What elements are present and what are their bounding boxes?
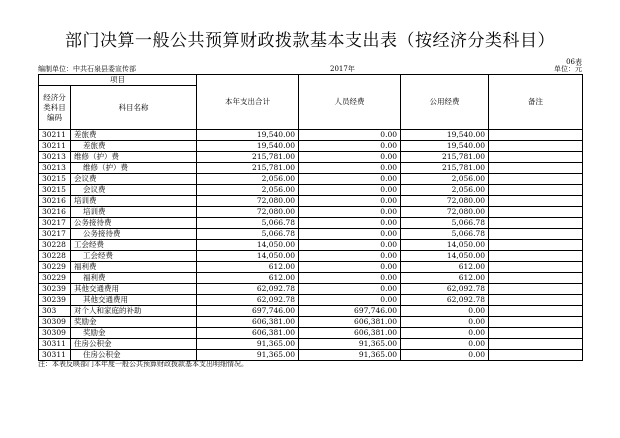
cell-personnel: 0.00 (299, 229, 401, 240)
cell-personnel: 0.00 (299, 262, 401, 273)
header-personnel: 人员经费 (299, 75, 401, 130)
cell-name: 其他交通费用 (71, 284, 197, 295)
cell-public: 62,092.78 (401, 295, 489, 306)
cell-total: 612.00 (197, 273, 299, 284)
cell-remark (489, 251, 583, 262)
cell-code: 30217 (39, 229, 71, 240)
header-row-top (39, 75, 583, 86)
cell-code: 30309 (39, 328, 71, 339)
table-row (39, 229, 583, 240)
cell-code: 30239 (39, 295, 71, 306)
cell-total: 19,540.00 (197, 141, 299, 152)
cell-remark (489, 207, 583, 218)
table-row (39, 152, 583, 163)
cell-name: 福利费 (71, 273, 197, 284)
table-row (39, 251, 583, 262)
cell-total: 215,781.00 (197, 163, 299, 174)
cell-name: 工会经费 (71, 240, 197, 251)
cell-remark (489, 152, 583, 163)
cell-remark (489, 240, 583, 251)
cell-name: 工会经费 (71, 251, 197, 262)
header-code: 经济分类科目编码 (39, 86, 71, 130)
cell-personnel: 91,365.00 (299, 350, 401, 361)
header-public: 公用经费 (401, 75, 489, 130)
cell-total: 14,050.00 (197, 240, 299, 251)
cell-code: 30311 (39, 350, 71, 361)
cell-public: 5,066.78 (401, 218, 489, 229)
cell-name: 培训费 (71, 196, 197, 207)
cell-total: 2,056.00 (197, 174, 299, 185)
cell-personnel: 697,746.00 (299, 306, 401, 317)
report-meta (38, 64, 582, 74)
cell-total: 215,781.00 (197, 152, 299, 163)
table-row (39, 273, 583, 284)
cell-personnel: 0.00 (299, 196, 401, 207)
cell-remark (489, 295, 583, 306)
table-row (39, 130, 583, 141)
cell-code: 30228 (39, 240, 71, 251)
cell-code: 30228 (39, 251, 71, 262)
cell-personnel: 0.00 (299, 174, 401, 185)
cell-personnel: 606,381.00 (299, 328, 401, 339)
cell-personnel: 0.00 (299, 251, 401, 262)
cell-public: 0.00 (401, 350, 489, 361)
cell-code: 30239 (39, 284, 71, 295)
cell-public: 612.00 (401, 273, 489, 284)
cell-public: 14,050.00 (401, 251, 489, 262)
cell-personnel: 606,381.00 (299, 317, 401, 328)
cell-total: 606,381.00 (197, 317, 299, 328)
table-row (39, 295, 583, 306)
cell-code: 30216 (39, 207, 71, 218)
cell-name: 住房公积金 (71, 339, 197, 350)
cell-name: 维修（护）费 (71, 163, 197, 174)
cell-public: 19,540.00 (401, 141, 489, 152)
table-row (39, 284, 583, 295)
cell-personnel: 0.00 (299, 185, 401, 196)
cell-personnel: 0.00 (299, 295, 401, 306)
cell-name: 奖励金 (71, 317, 197, 328)
cell-name: 对个人和家庭的补助 (71, 306, 197, 317)
cell-personnel: 0.00 (299, 240, 401, 251)
cell-personnel: 0.00 (299, 130, 401, 141)
unit-label: 单位：元 (554, 65, 582, 73)
cell-name: 公务接待费 (71, 218, 197, 229)
cell-total: 5,066.78 (197, 229, 299, 240)
cell-name: 会议费 (71, 185, 197, 196)
cell-remark (489, 306, 583, 317)
cell-total: 72,080.00 (197, 196, 299, 207)
footnote: 注：本表反映部门本年度一般公共预算财政拨款基本支出明细情况。 (38, 360, 248, 368)
cell-total: 19,540.00 (197, 130, 299, 141)
cell-personnel: 0.00 (299, 207, 401, 218)
cell-remark (489, 185, 583, 196)
table-row (39, 240, 583, 251)
cell-remark (489, 262, 583, 273)
cell-code: 30229 (39, 262, 71, 273)
cell-name: 其他交通费用 (71, 295, 197, 306)
cell-remark (489, 273, 583, 284)
cell-public: 62,092.78 (401, 284, 489, 295)
cell-public: 72,080.00 (401, 207, 489, 218)
cell-code: 30229 (39, 273, 71, 284)
expenditure-table (38, 74, 583, 361)
cell-name: 住房公积金 (71, 350, 197, 361)
cell-code: 303 (39, 306, 71, 317)
cell-total: 72,080.00 (197, 207, 299, 218)
cell-personnel: 0.00 (299, 218, 401, 229)
header-name: 科目名称 (71, 86, 197, 130)
cell-total: 606,381.00 (197, 328, 299, 339)
cell-code: 30213 (39, 152, 71, 163)
table-row (39, 141, 583, 152)
table-row (39, 185, 583, 196)
cell-public: 215,781.00 (401, 152, 489, 163)
table-row (39, 196, 583, 207)
cell-code: 30213 (39, 163, 71, 174)
cell-personnel: 91,365.00 (299, 339, 401, 350)
cell-remark (489, 141, 583, 152)
cell-remark (489, 284, 583, 295)
table-row (39, 317, 583, 328)
org-label: 编制单位：中共石泉县委宣传部 (38, 65, 136, 73)
table-row (39, 328, 583, 339)
cell-total: 2,056.00 (197, 185, 299, 196)
cell-public: 612.00 (401, 262, 489, 273)
cell-code: 30211 (39, 130, 71, 141)
cell-name: 差旅费 (71, 141, 197, 152)
table-row (39, 207, 583, 218)
page-title: 部门决算一般公共预算财政拨款基本支出表（按经济分类科目） (65, 31, 555, 51)
cell-remark (489, 196, 583, 207)
cell-total: 697,746.00 (197, 306, 299, 317)
header-total: 本年支出合计 (197, 75, 299, 130)
cell-remark (489, 130, 583, 141)
report-year: 2017年 (330, 65, 355, 73)
header-item: 项目 (39, 75, 197, 86)
cell-remark (489, 163, 583, 174)
cell-name: 会议费 (71, 174, 197, 185)
cell-total: 91,365.00 (197, 339, 299, 350)
table-row (39, 306, 583, 317)
cell-remark (489, 317, 583, 328)
cell-public: 0.00 (401, 317, 489, 328)
cell-name: 维修（护）费 (71, 152, 197, 163)
cell-total: 62,092.78 (197, 295, 299, 306)
table-body (39, 130, 583, 361)
cell-name: 奖励金 (71, 328, 197, 339)
table-row (39, 163, 583, 174)
cell-remark (489, 174, 583, 185)
cell-code: 30309 (39, 317, 71, 328)
cell-personnel: 0.00 (299, 273, 401, 284)
table-row (39, 339, 583, 350)
cell-code: 30211 (39, 141, 71, 152)
cell-personnel: 0.00 (299, 163, 401, 174)
cell-total: 91,365.00 (197, 350, 299, 361)
cell-remark (489, 328, 583, 339)
cell-total: 14,050.00 (197, 251, 299, 262)
cell-remark (489, 229, 583, 240)
cell-remark (489, 339, 583, 350)
cell-remark (489, 218, 583, 229)
cell-personnel: 0.00 (299, 141, 401, 152)
cell-code: 30217 (39, 218, 71, 229)
cell-total: 62,092.78 (197, 284, 299, 295)
cell-remark (489, 350, 583, 361)
cell-personnel: 0.00 (299, 284, 401, 295)
form-number: 06表 (566, 58, 582, 66)
cell-public: 2,056.00 (401, 174, 489, 185)
header-remark: 备注 (489, 75, 583, 130)
table-row (39, 174, 583, 185)
cell-personnel: 0.00 (299, 152, 401, 163)
cell-public: 5,066.78 (401, 229, 489, 240)
cell-public: 14,050.00 (401, 240, 489, 251)
cell-name: 福利费 (71, 262, 197, 273)
table-row (39, 218, 583, 229)
cell-name: 公务接待费 (71, 229, 197, 240)
cell-public: 0.00 (401, 328, 489, 339)
cell-total: 612.00 (197, 262, 299, 273)
cell-public: 0.00 (401, 306, 489, 317)
cell-total: 5,066.78 (197, 218, 299, 229)
cell-code: 30311 (39, 339, 71, 350)
cell-code: 30215 (39, 174, 71, 185)
cell-name: 差旅费 (71, 130, 197, 141)
cell-public: 215,781.00 (401, 163, 489, 174)
cell-name: 培训费 (71, 207, 197, 218)
table-row (39, 262, 583, 273)
cell-public: 19,540.00 (401, 130, 489, 141)
cell-public: 2,056.00 (401, 185, 489, 196)
cell-public: 0.00 (401, 339, 489, 350)
cell-code: 30215 (39, 185, 71, 196)
cell-public: 72,080.00 (401, 196, 489, 207)
cell-code: 30216 (39, 196, 71, 207)
